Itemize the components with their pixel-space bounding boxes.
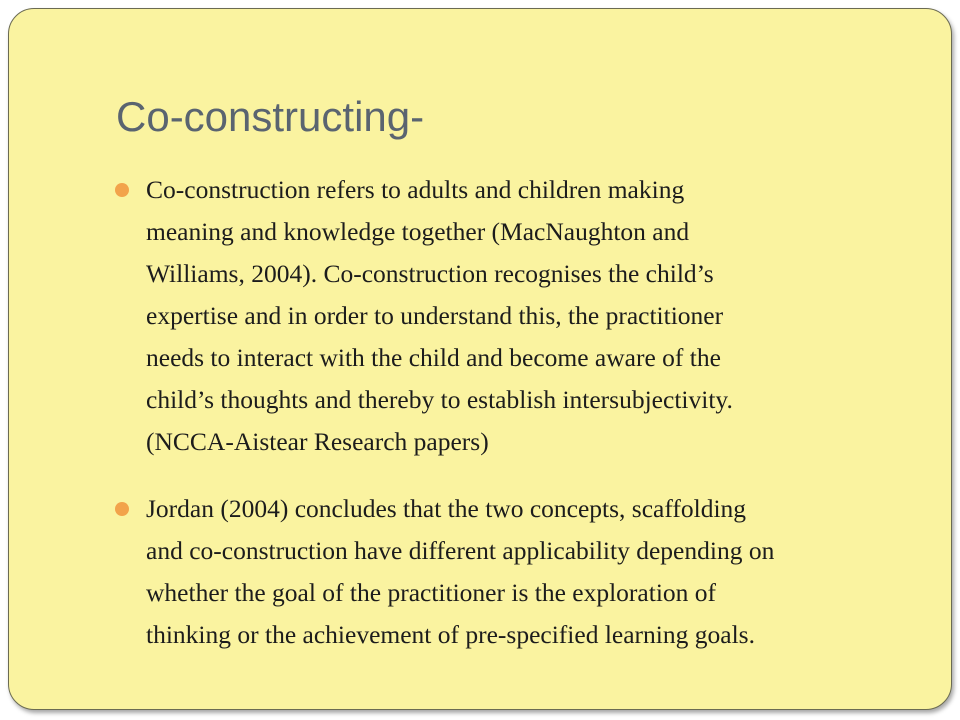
bullet-text: Co-construction refers to adults and children making meaning and knowledge together (MacNaughton and Williams, 2004). Co-construction recognises the child’s expertise and in order to understand this, the practitioner needs to interact with the child and become aware of the child’s thoughts and thereby to establish intersubjectivity. (NCCA-Aistear Research papers) bbox=[146, 175, 733, 456]
bullet-item bbox=[115, 488, 915, 656]
bullet-dot-icon bbox=[115, 502, 129, 516]
bullet-item bbox=[115, 169, 915, 463]
bullet-text: Jordan (2004) concludes that the two concepts, scaffolding and co-construction have different applicability depending on whether the goal of the practitioner is the exploration of thinking or the achievement of pre-specified learning goals. bbox=[146, 494, 775, 649]
bullet-list bbox=[115, 169, 915, 681]
slide-frame bbox=[8, 8, 952, 710]
bullet-dot-icon bbox=[115, 183, 129, 197]
slide-title: Co-constructing- bbox=[116, 93, 425, 140]
